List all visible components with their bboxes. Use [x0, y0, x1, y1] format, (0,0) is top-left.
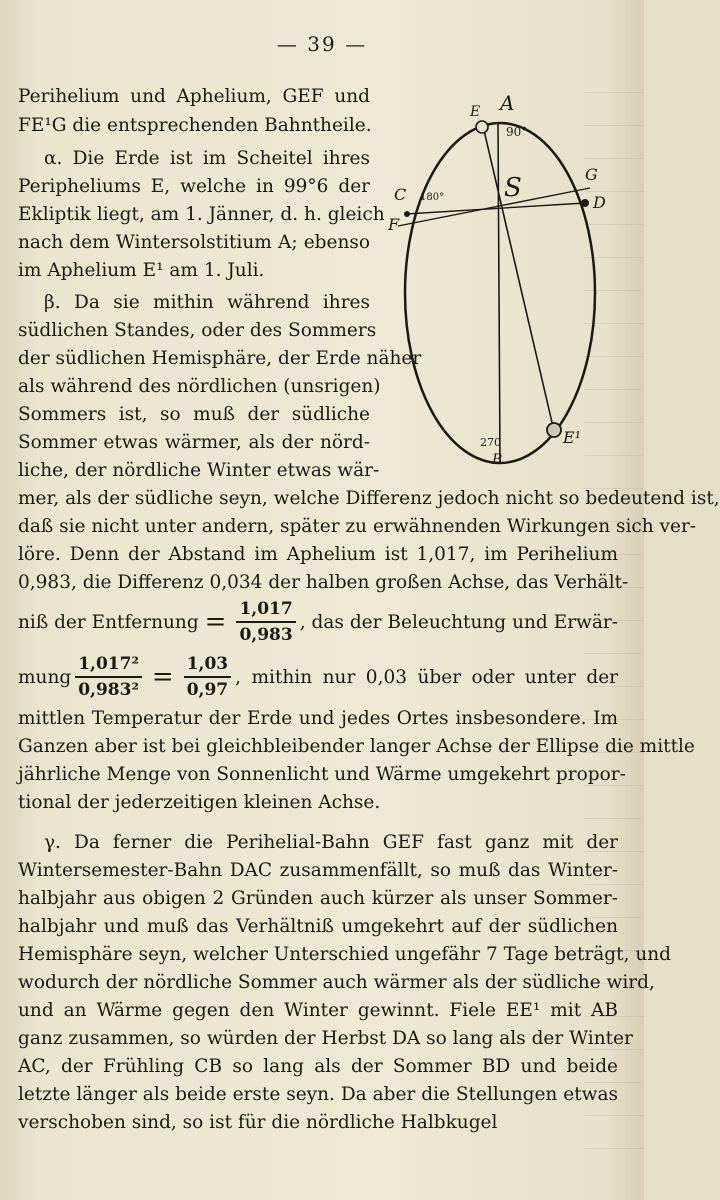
text-line: Wintersemester-Bahn DAC zusammenfällt, so muß das Winter-: [18, 860, 618, 881]
text-line: daß sie nicht unter andern, später zu erwähnenden Wirkungen sich ver-: [18, 516, 697, 537]
text-line: tional der jederzeitigen kleinen Achse.: [18, 792, 381, 813]
text-line: ganz zusammen, so würden der Herbst DA so lang als der Winter: [18, 1028, 633, 1049]
line-ee1: [483, 126, 554, 431]
orbit-diagram: [380, 88, 620, 468]
math-line-illumination: [18, 652, 618, 702]
axis-ab: [498, 123, 500, 463]
text-line: der südlichen Hemisphäre, der Erde näher: [18, 348, 422, 369]
earth-perihelion: [476, 121, 488, 133]
math-text: , das der Beleuchtung und Erwär-: [299, 611, 618, 633]
text-line: jährliche Menge von Sonnenlicht und Wärme umgekehrt propor-: [18, 764, 626, 785]
denominator: 0,983: [239, 625, 293, 645]
numerator: 1,017²: [75, 654, 142, 678]
label-270: 270: [480, 436, 501, 449]
text-line: und an Wärme gegen den Winter gewinnt. Fiele EE¹ mit AB: [18, 1000, 618, 1021]
text-line: Perihelium und Aphelium, GEF und: [18, 86, 370, 107]
page-number: — 39 —: [276, 32, 368, 56]
text-line: FE¹G die entsprechenden Bahntheile.: [18, 115, 372, 136]
numerator: 1,03: [184, 654, 231, 678]
equals-sign: =: [204, 607, 227, 637]
math-line-distance: [18, 598, 618, 646]
text-line: mer, als der südliche seyn, welche Differenz jedoch nicht so bedeutend ist,: [18, 488, 720, 509]
text-line: südlichen Standes, oder des Sommers: [18, 320, 377, 341]
label-e: E: [470, 104, 481, 120]
label-e1: E¹: [563, 428, 582, 447]
label-d: D: [593, 193, 606, 212]
math-text: niß der Entfernung: [18, 611, 199, 633]
label-90: 90°: [506, 125, 528, 139]
text-line: als während des nördlichen (unsrigen): [18, 376, 381, 397]
fraction: [75, 654, 142, 700]
point-d: [581, 199, 589, 207]
label-c: C: [394, 185, 407, 204]
point-c: [404, 211, 410, 217]
axis-cd: [406, 203, 585, 214]
denominator: 0,983²: [78, 680, 139, 700]
math-text: mung: [18, 666, 72, 688]
text-line: Ekliptik liegt, am 1. Jänner, d. h. gleich: [18, 204, 385, 225]
text-line: Sommer etwas wärmer, als der nörd-: [18, 432, 370, 453]
text-line: 0,983, die Differenz 0,034 der halben großen Achse, das Verhält-: [18, 572, 629, 593]
text-line: liche, der nördliche Winter etwas wär-: [18, 460, 380, 481]
earth-aphelion: [547, 423, 561, 437]
text-line: Sommers ist, so muß der südliche: [18, 404, 370, 425]
label-f: F: [388, 215, 400, 234]
text-line: letzte länger als beide erste seyn. Da aber die Stellungen etwas: [18, 1084, 618, 1105]
text-line: β. Da sie mithin während ihres: [44, 292, 370, 313]
text-line: Peripheliums E, welche in 99°6 der: [18, 176, 370, 197]
denominator: 0,97: [186, 680, 229, 700]
fraction: [236, 599, 295, 645]
text-line: mittlen Temperatur der Erde und jedes Ortes insbesondere. Im: [18, 708, 618, 729]
text-line: halbjahr aus obigen 2 Gründen auch kürzer als unser Sommer-: [18, 888, 618, 909]
text-line: im Aphelium E¹ am 1. Juli.: [18, 260, 265, 281]
text-line: löre. Denn der Abstand im Aphelium ist 1,017, im Perihelium: [18, 544, 618, 565]
fraction: [184, 654, 231, 700]
text-line: wodurch der nördliche Sommer auch wärmer als der südliche wird,: [18, 972, 655, 993]
text-line: verschoben sind, so ist für die nördliche Halbkugel: [18, 1112, 498, 1133]
text-line: nach dem Wintersolstitium A; ebenso: [18, 232, 370, 253]
label-180: 180°: [420, 192, 445, 203]
label-a: A: [500, 91, 515, 115]
label-s: S: [504, 173, 522, 203]
text-line: AC, der Frühling CB so lang als der Sommer BD und beide: [18, 1056, 618, 1077]
text-line: halbjahr und muß das Verhältniß umgekehrt auf der südlichen: [18, 916, 618, 937]
label-b: B: [492, 452, 503, 468]
text-line: γ. Da ferner die Perihelial-Bahn GEF fast ganz mit der: [44, 832, 618, 853]
label-g: G: [585, 165, 598, 184]
text-line: Hemisphäre seyn, welcher Unterschied ungefähr 7 Tage beträgt, und: [18, 944, 672, 965]
text-line: Ganzen aber ist bei gleichbleibender langer Achse der Ellipse die mittle: [18, 736, 695, 757]
numerator: 1,017: [236, 599, 295, 623]
equals-sign: =: [151, 662, 174, 692]
text-line: α. Die Erde ist im Scheitel ihres: [44, 148, 370, 169]
math-text: , mithin nur 0,03 über oder unter der: [235, 666, 618, 688]
